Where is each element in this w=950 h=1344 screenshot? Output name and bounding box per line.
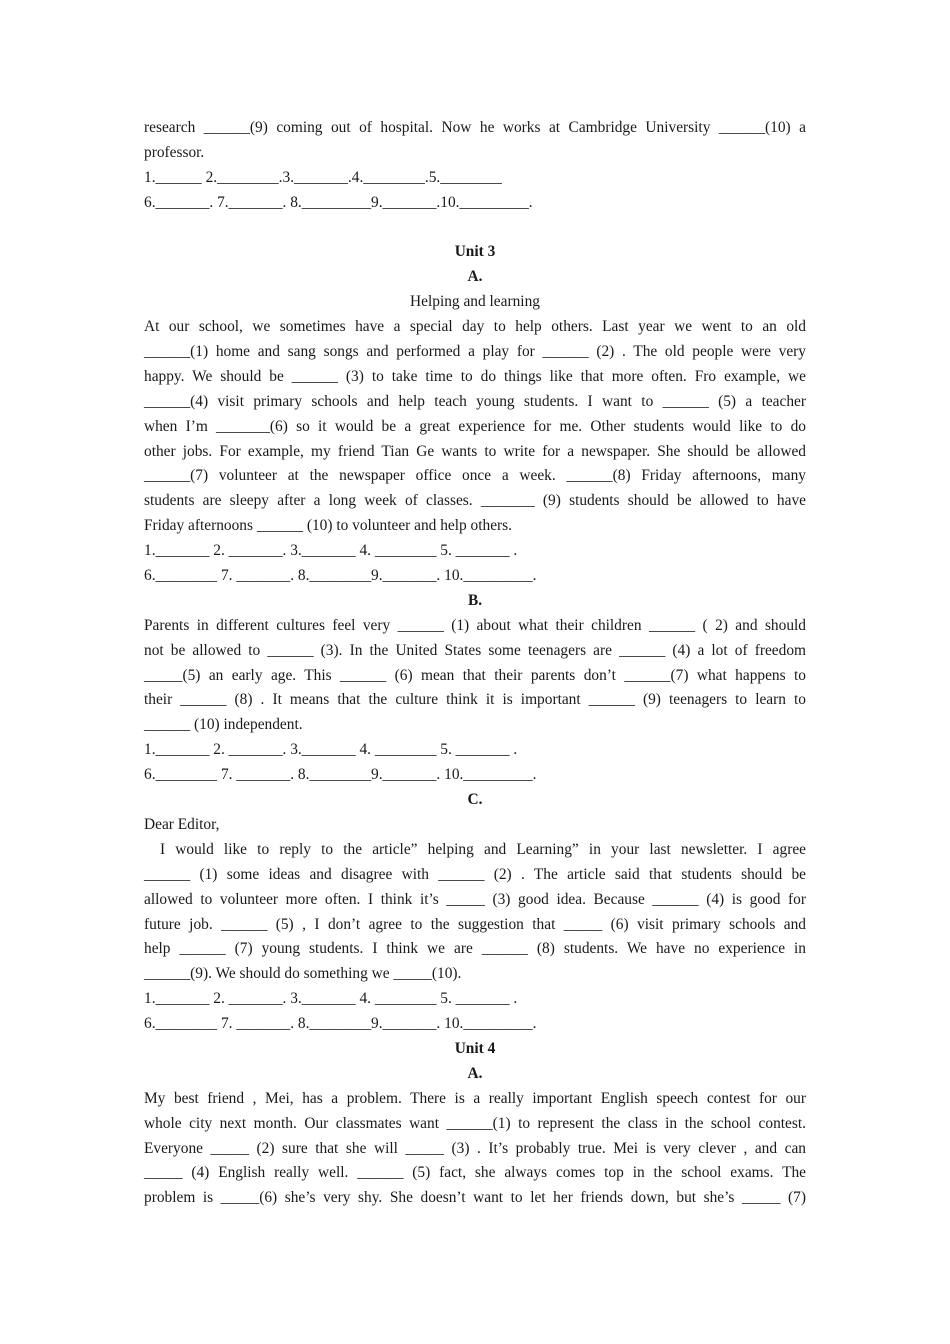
top-passage [144, 116, 806, 216]
passage-line: ______(1) home and sang songs and performed a play for ______ (2) . The old people were very [144, 343, 806, 361]
answer-line: 1._______ 2. _______. 3._______ 4. ________ 5. _______ . [144, 542, 518, 560]
answer-line: 1._______ 2. _______. 3._______ 4. ________ 5. _______ . [144, 990, 518, 1008]
passage-line: happy. We should be ______ (3) to take time to do things like that more often. Fro example, we [144, 367, 806, 385]
passage-line: other jobs. For example, my friend Tian Ge wants to write for a newspaper. She should be allowed [144, 442, 806, 460]
answer-line: 1._______ 2. _______. 3._______ 4. ________ 5. _______ . [144, 741, 518, 759]
unit-3-section-b [144, 589, 806, 788]
unit-3 [144, 240, 806, 1037]
passage-line: _____ (4) English really well. ______ (5) fact, she always comes top in the school exams. The [144, 1164, 806, 1182]
passage-line: when I’m _______(6) so it would be a great experience for me. Other students would like to do [144, 417, 806, 435]
passage-line: not be allowed to ______ (3). In the United States some teenagers are ______ (4) a lot of freedom [144, 641, 806, 659]
unit-4-section-a [144, 1062, 806, 1211]
passage-line: ______(9). We should do something we _____(10). [144, 965, 462, 983]
passage-line: students are sleepy after a long week of classes. _______ (9) students should be allowed to have [144, 492, 806, 510]
passage-line: future job. ______ (5) , I don’t agree to the suggestion that _____ (6) visit primary schools and [144, 915, 806, 933]
passage-line: ______ (10) independent. [144, 716, 303, 734]
unit-title: Unit 3 [454, 243, 496, 261]
section-label: A. [467, 1064, 483, 1082]
answer-line: 6.________ 7. _______. 8.________9._______. 10._________. [144, 1015, 537, 1033]
unit-4 [144, 1037, 806, 1211]
passage-line: help ______ (7) young students. I think we are ______ (8) students. We have no experience in [144, 940, 806, 958]
passage-line: professor. [144, 143, 205, 161]
unit-3-section-a [144, 265, 806, 589]
answer-line: 6._______. 7._______. 8._________9._______.10._________. [144, 193, 533, 211]
passage-line: ______(4) visit primary schools and help teach young students. I want to ______ (5) a teacher [144, 392, 806, 410]
unit-3-section-c [144, 788, 806, 1037]
section-label: B. [467, 591, 483, 609]
document-page [144, 116, 806, 1211]
passage-line: problem is _____(6) she’s very shy. She doesn’t want to let her friends down, but she’s _____ (7) [144, 1189, 806, 1207]
passage-line: I would like to reply to the article” helping and Learning” in your last newsletter. I agree [160, 840, 806, 858]
passage-line: Friday afternoons ______ (10) to volunteer and help others. [144, 517, 513, 535]
passage-line: their ______ (8) . It means that the culture think it is important ______ (9) teenagers to learn to [144, 691, 806, 709]
passage-line: research ______(9) coming out of hospital. Now he works at Cambridge University ______(10) a [144, 119, 806, 136]
answer-line: 6.________ 7. _______. 8.________9._______. 10._________. [144, 766, 537, 784]
passage-line: At our school, we sometimes have a special day to help others. Last year we went to an old [144, 318, 806, 336]
passage-line: allowed to volunteer more often. I think it’s _____ (3) good idea. Because ______ (4) is good for [144, 890, 806, 908]
passage-line: ______(7) volunteer at the newspaper office once a week. ______(8) Friday afternoons, many [144, 467, 806, 485]
passage-line: _____(5) an early age. This ______ (6) mean that their parents don’t ______(7) what happens to [144, 666, 806, 684]
passage-line: whole city next month. Our classmates want ______(1) to represent the class in the school contest. [144, 1114, 806, 1132]
spacer [144, 216, 806, 241]
answer-line: 6.________ 7. _______. 8.________9._______. 10._________. [144, 567, 537, 585]
letter-salutation: Dear Editor, [144, 815, 220, 833]
passage-line: My best friend , Mei, has a problem. There is a really important English speech contest for our [144, 1089, 806, 1107]
section-label: C. [467, 791, 483, 809]
unit-title: Unit 4 [454, 1039, 496, 1057]
section-label: A. [467, 268, 483, 286]
passage-line: ______ (1) some ideas and disagree with ______ (2) . The article said that students should be [144, 865, 806, 883]
passage-line: Parents in different cultures feel very ______ (1) about what their children ______ ( 2) and should [144, 616, 806, 634]
answer-line: 1.______ 2.________.3._______.4.________.5.________ [144, 168, 502, 186]
section-heading: Helping and learning [410, 293, 540, 311]
passage-line: Everyone _____ (2) sure that she will _____ (3) . It’s probably true. Mei is very clever , and can [144, 1139, 806, 1157]
